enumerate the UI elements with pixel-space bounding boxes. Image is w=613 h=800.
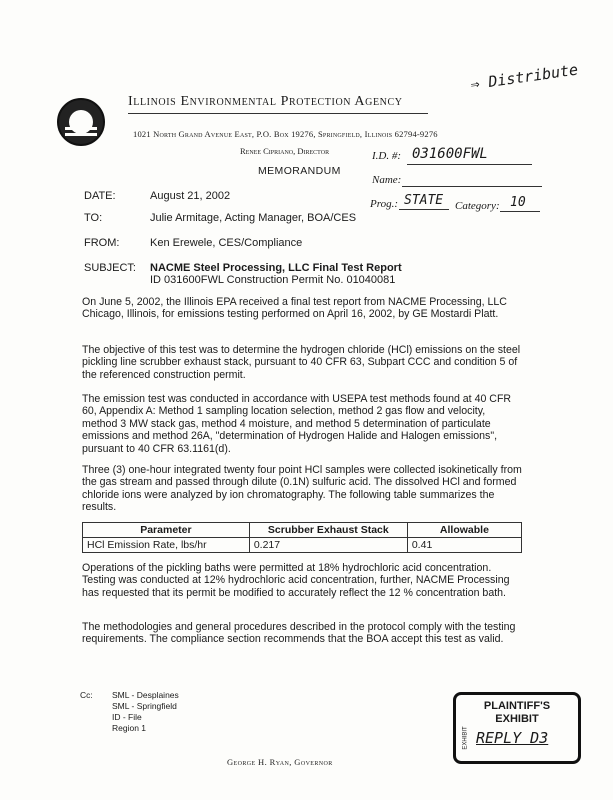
subject-line-1: NACME Steel Processing, LLC Final Test Report (150, 262, 402, 274)
to-label: TO: (84, 212, 103, 224)
id-label: I.D. #: (372, 150, 402, 162)
memo-title: MEMORANDUM (258, 165, 341, 177)
category-label: Category: (455, 200, 500, 212)
table-row (83, 538, 522, 553)
exhibit-title-line-2: EXHIBIT (495, 713, 539, 725)
date-label: DATE: (84, 190, 116, 202)
exhibit-handwritten-id: REPLY D3 (476, 729, 549, 747)
agency-seal-icon (57, 98, 105, 146)
table-header-cell: Allowable (407, 523, 521, 538)
table-cell: 0.217 (249, 538, 407, 553)
governor-footer: George H. Ryan, Governor (227, 757, 333, 767)
paragraph-report-received: On June 5, 2002, the Illinois EPA received a final test report from NACME Processing, LLC Chicago, Illinois, for emissions testing performed on April 16, 2002, by GE Mostardi Platt. (82, 296, 507, 321)
name-label: Name: (372, 174, 402, 186)
cc-label: Cc: (80, 690, 93, 700)
category-value: 10 (510, 195, 526, 210)
subject-line-2: ID 031600FWL Construction Permit No. 01040081 (150, 274, 396, 286)
letterhead-divider (128, 113, 428, 114)
table-header-cell: Parameter (83, 523, 250, 538)
cc-recipient: Region 1 (112, 723, 147, 733)
from-label: FROM: (84, 237, 120, 249)
to-value: Julie Armitage, Acting Manager, BOA/CES (150, 212, 357, 224)
prog-underline (399, 209, 449, 210)
table-cell: HCl Emission Rate, lbs/hr (83, 538, 250, 553)
agency-name: Illinois Environmental Protection Agency (128, 94, 403, 109)
results-table (82, 522, 522, 553)
subject-label: SUBJECT: (84, 262, 136, 274)
prog-value: STATE (404, 193, 444, 208)
paragraph-sampling: Three (3) one-hour integrated twenty four point HCl samples were collected isokinetically from the gas stream and passed through dilute (0.1N) sulfuric acid. The dissolved HCl and formed chloride ions were analyzed by ion chromatography. The following table summarizes the results. (82, 464, 522, 514)
plaintiffs-exhibit-sticker (453, 692, 581, 764)
exhibit-side-text: EXHIBIT (462, 726, 469, 750)
prog-label: Prog.: (370, 198, 399, 210)
category-underline (500, 211, 540, 212)
id-value: 031600FWL (412, 146, 488, 162)
table-header-cell: Scrubber Exhaust Stack (249, 523, 407, 538)
paragraph-objective: The objective of this test was to determine the hydrogen chloride (HCl) emissions on the steel pickling line scrubber exhaust stack, pursuant to 40 CFR 63, Subpart CCC and condition 5 of the referenced construction permit. (82, 344, 521, 381)
from-value: Ken Erewele, CES/Compliance (150, 237, 303, 249)
cc-recipient: SML - Springfield (112, 701, 177, 711)
cc-list (112, 690, 179, 734)
table-cell: 0.41 (407, 538, 521, 553)
exhibit-title-line-1: PLAINTIFF'S (483, 700, 551, 712)
paragraph-operations: Operations of the pickling baths were permitted at 18% hydrochloric acid concentration. Testing was conducted at 12% hydrochloric acid concentration, further, NACME Processing has requested that its permit be modified to accurately reflect the 12 % concentration bath. (82, 562, 510, 599)
cc-recipient: ID - File (112, 712, 142, 722)
date-value: August 21, 2002 (150, 190, 231, 202)
agency-address: 1021 North Grand Avenue East, P.O. Box 19276, Springfield, Illinois 62794-9276 (133, 129, 438, 139)
paragraph-test-methods: The emission test was conducted in accordance with USEPA test methods found at 40 CFR 60, Appendix A: Method 1 sampling location selection, method 2 gas flow and velocity, method 3 MW stack gas, method 4 moisture, and method 5 determination of particulate emissions and method 26A, "determination of Hydrogen Halide and Halogen emissions", pursuant to 40 CFR 63.1161(d). (82, 393, 512, 455)
id-underline (407, 164, 532, 165)
table-header-row (83, 523, 522, 538)
paragraph-recommendation: The methodologies and general procedures described in the protocol comply with the testing requirements. The compliance section recommends that the BOA accept this test as valid. (82, 621, 516, 646)
name-underline (402, 186, 542, 187)
handwritten-distribute-note: ⇒ Distribute (469, 60, 580, 94)
director-line: Renee Cipriano, Director (240, 146, 330, 156)
cc-recipient: SML - Desplaines (112, 690, 179, 700)
